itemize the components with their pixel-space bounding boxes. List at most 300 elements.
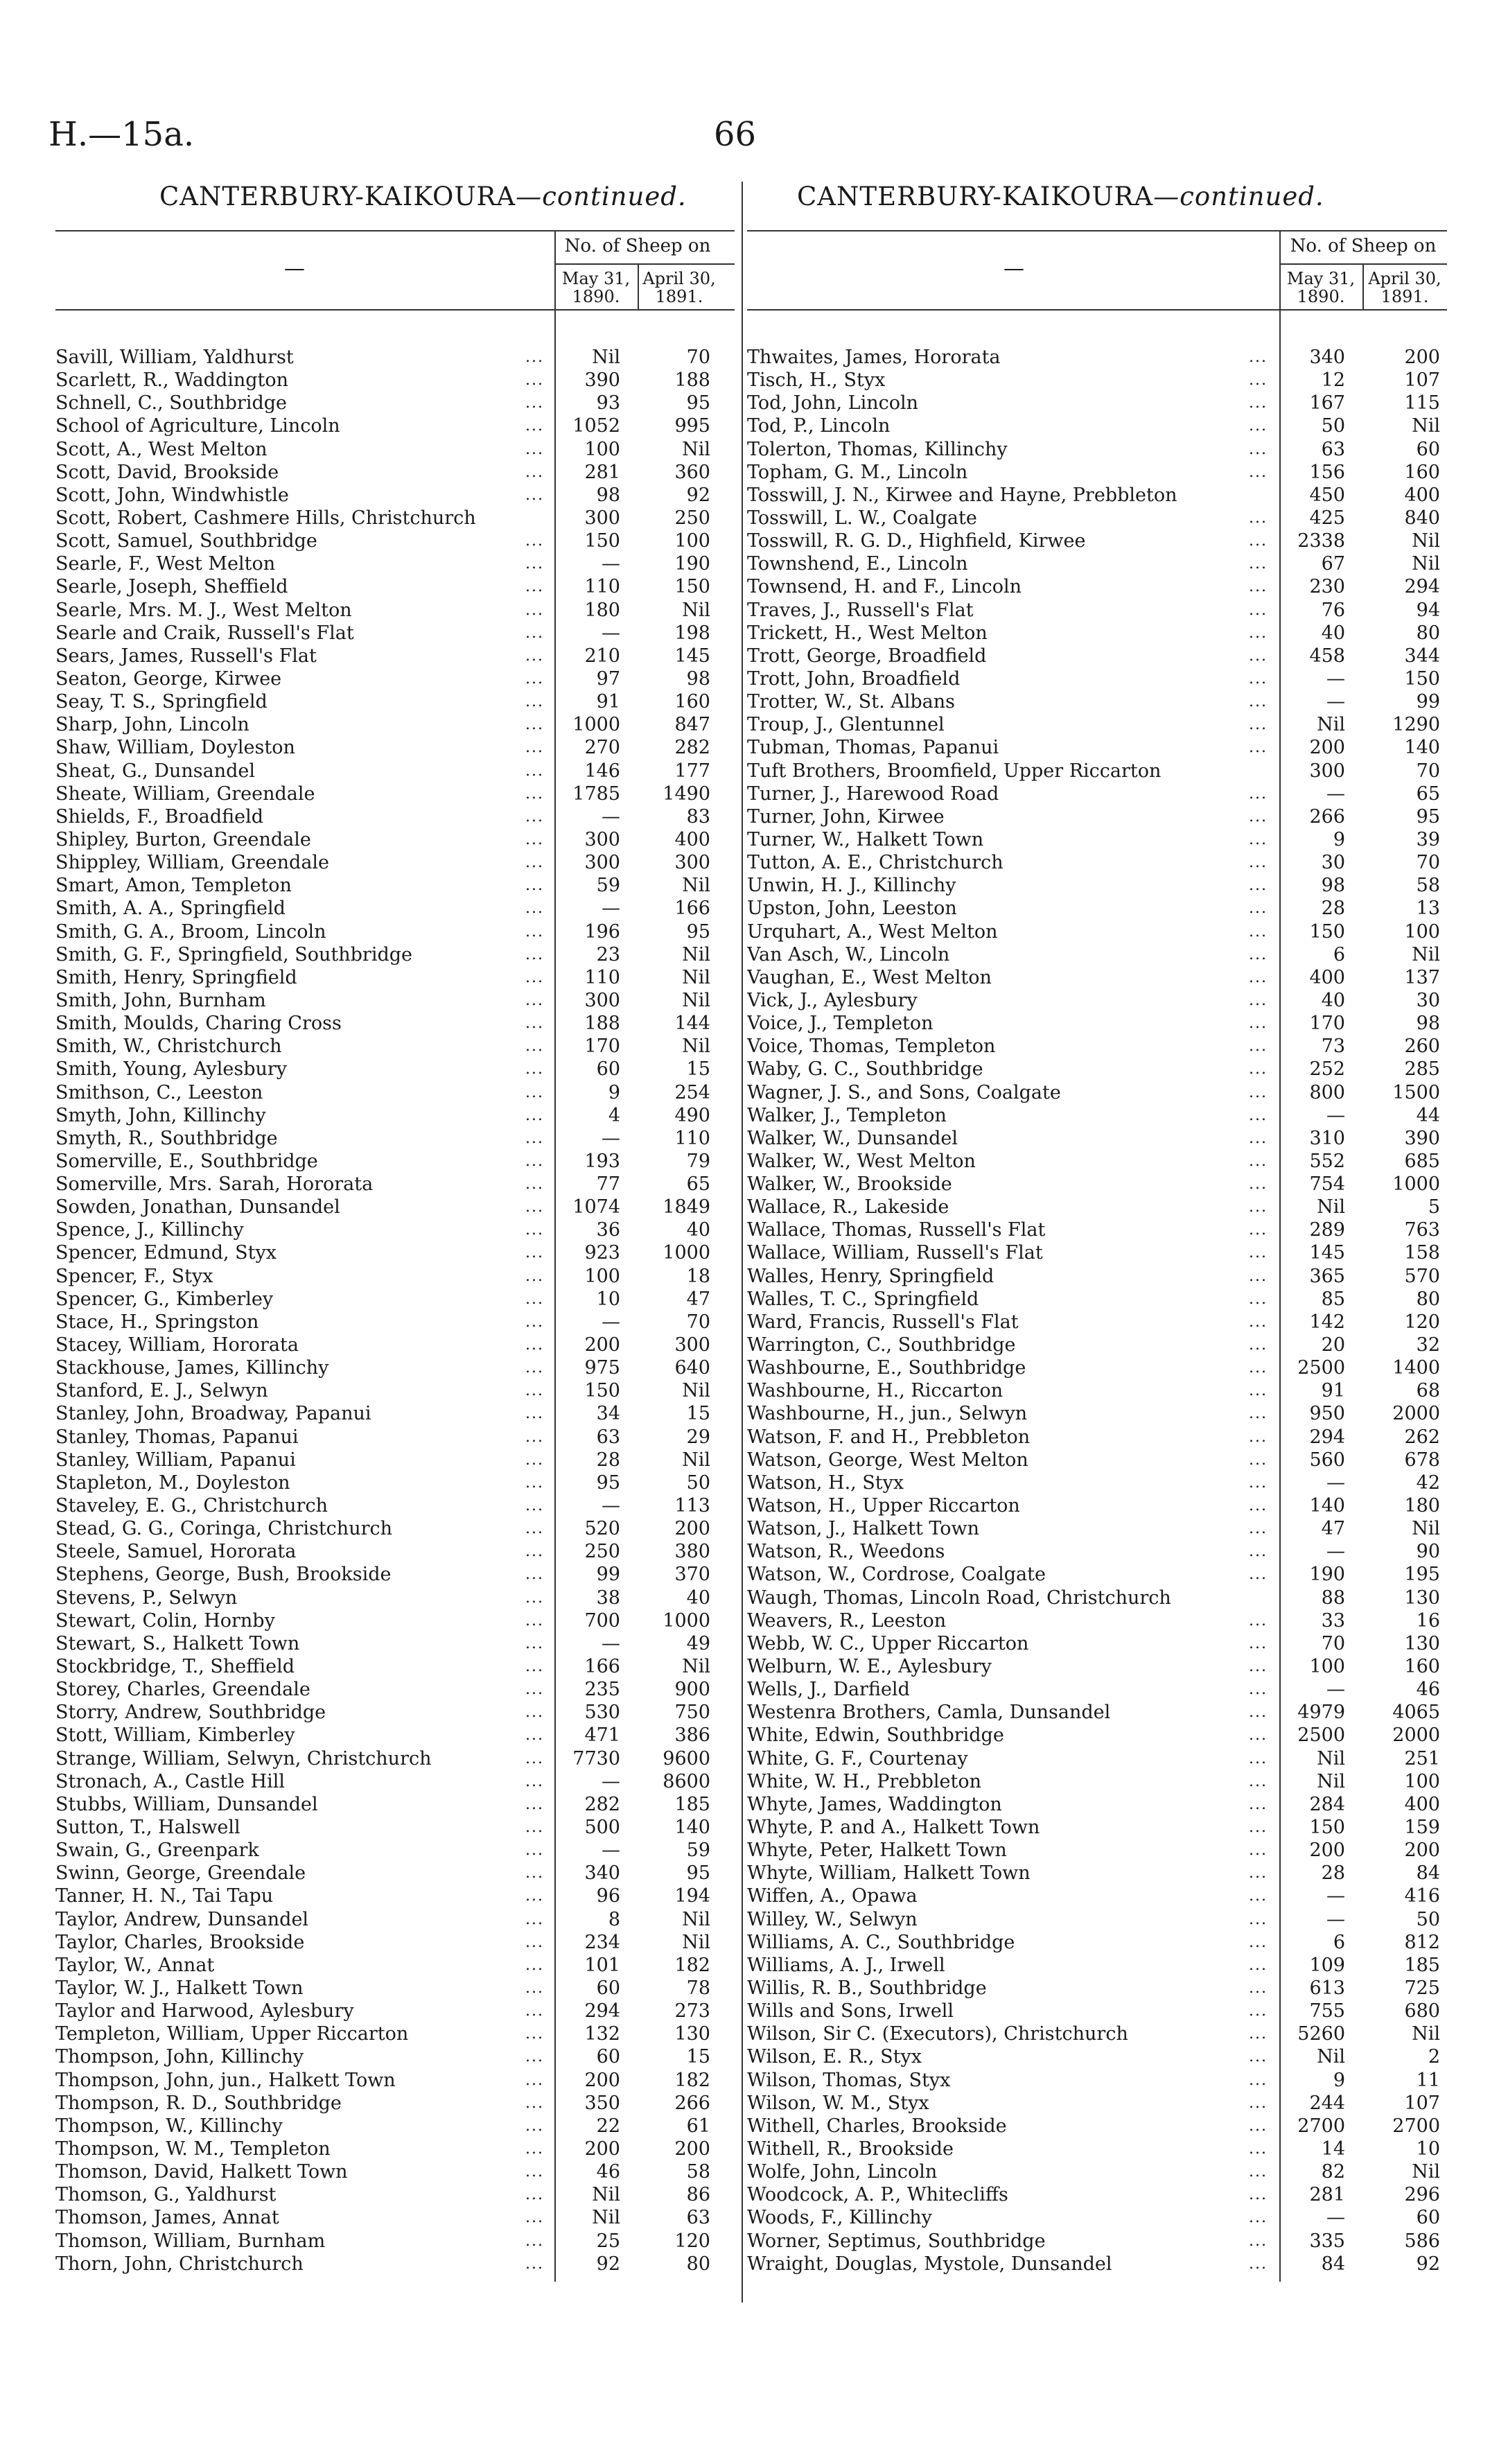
table-row: [55, 1839, 735, 1862]
owner-name: Scott, John, Windwhistle: [55, 484, 289, 506]
leader-dots: ...: [1249, 2094, 1268, 2112]
owner-name: Searle and Craik, Russell's Flat: [55, 622, 354, 644]
leader-dots: ...: [525, 1221, 544, 1239]
left-table-top-rule: [55, 230, 735, 231]
sheep-april-1891: 140: [1404, 737, 1440, 759]
owner-name: Waugh, Thomas, Lincoln Road, Christchurch: [747, 1587, 1171, 1609]
sheep-april-1891: 416: [1404, 1885, 1440, 1907]
sheep-may-1890: 98: [596, 484, 620, 506]
owner-name: Tutton, A. E., Christchurch: [747, 852, 1003, 874]
sheep-april-1891: 273: [674, 2000, 710, 2022]
sheep-may-1890: 210: [584, 645, 620, 667]
sheep-may-1890: —: [1326, 667, 1345, 690]
sheep-april-1891: 110: [674, 1127, 710, 1149]
sheep-may-1890: 335: [1309, 2230, 1345, 2252]
sheep-april-1891: 49: [686, 1632, 710, 1654]
owner-name: Topham, G. M., Lincoln: [747, 461, 968, 483]
sheep-april-1891: Nil: [682, 966, 710, 988]
table-row: [747, 461, 1447, 484]
sheep-april-1891: 250: [674, 507, 710, 529]
right-rows: [747, 346, 1447, 2275]
leader-dots: ...: [525, 1129, 544, 1147]
sheep-april-1891: 65: [686, 1173, 710, 1196]
table-row: [747, 2092, 1447, 2115]
table-row: [55, 1449, 735, 1471]
leader-dots: ...: [525, 2209, 544, 2227]
sheep-may-1890: 196: [584, 920, 620, 943]
sheep-may-1890: Nil: [592, 2184, 620, 2206]
sheep-april-1891: 200: [674, 1518, 710, 1540]
sheep-may-1890: 552: [1309, 1150, 1345, 1172]
sheep-april-1891: 92: [686, 484, 710, 506]
leader-dots: ...: [525, 578, 544, 596]
table-row: [55, 1587, 735, 1609]
owner-name: Stewart, Colin, Hornby: [55, 1609, 275, 1632]
owner-name: Troup, J., Glentunnel: [747, 714, 945, 736]
sheep-april-1891: 140: [674, 1817, 710, 1838]
table-row: [55, 2115, 735, 2138]
sheep-april-1891: 300: [674, 1334, 710, 1356]
owner-name: Swain, G., Greenpark: [55, 1840, 259, 1862]
table-row: [55, 2183, 735, 2206]
sheep-may-1890: Nil: [1317, 1770, 1345, 1792]
owner-name: Storry, Andrew, Southbridge: [55, 1702, 326, 1724]
table-row: [55, 1793, 735, 1816]
sheep-april-1891: Nil: [682, 438, 710, 460]
owner-name: Thompson, John, Killinchy: [55, 2046, 304, 2068]
owner-name: Wagner, J. S., and Sons, Coalgate: [747, 1081, 1061, 1103]
leader-dots: ...: [1249, 854, 1268, 872]
sheep-may-1890: 93: [596, 392, 620, 414]
leader-dots: ...: [1249, 1129, 1268, 1147]
table-row: [747, 530, 1447, 552]
owner-name: Stephens, George, Bush, Brookside: [55, 1564, 392, 1586]
table-row: [55, 575, 735, 598]
sheep-april-1891: 70: [1416, 852, 1440, 874]
sheep-may-1890: 340: [1309, 347, 1345, 368]
leader-dots: ...: [1249, 647, 1268, 665]
owner-name: Sharp, John, Lincoln: [55, 714, 249, 736]
owner-name: Storey, Charles, Greendale: [55, 1679, 310, 1701]
sheep-may-1890: 458: [1309, 645, 1345, 667]
sheep-april-1891: 95: [686, 920, 710, 943]
sheep-may-1890: 300: [584, 852, 620, 874]
table-row: [747, 897, 1447, 920]
table-row: [747, 2069, 1447, 2092]
leader-dots: ...: [1249, 1566, 1268, 1584]
table-row: [55, 1678, 735, 1701]
owner-name: Vick, J., Aylesbury: [747, 989, 918, 1011]
sheep-may-1890: 76: [1321, 599, 1345, 621]
sheep-april-1891: 115: [1404, 392, 1440, 414]
table-row: [747, 645, 1447, 667]
sheep-may-1890: 140: [1309, 1495, 1345, 1517]
leader-dots: ...: [1249, 991, 1268, 1009]
table-row: [55, 989, 735, 1012]
table-row: [747, 1816, 1447, 1839]
left-rows: [55, 346, 735, 2275]
sheep-april-1891: 177: [674, 760, 710, 782]
sheep-may-1890: 300: [584, 507, 620, 529]
sheep-may-1890: —: [1326, 783, 1345, 805]
table-row: [747, 438, 1447, 461]
table-row: [55, 1356, 735, 1379]
sheep-may-1890: 250: [584, 1541, 620, 1563]
table-row: [747, 1058, 1447, 1081]
sheep-may-1890: —: [1326, 1679, 1345, 1701]
leader-dots: ...: [525, 1727, 544, 1745]
table-row: [55, 1816, 735, 1839]
table-row: [55, 920, 735, 943]
sheep-april-1891: 260: [1404, 1036, 1440, 1058]
leader-dots: ...: [1249, 1152, 1268, 1170]
sheep-may-1890: 96: [596, 1885, 620, 1907]
sheep-may-1890: 6: [1333, 1931, 1345, 1953]
sheep-may-1890: 23: [596, 943, 620, 965]
sheep-april-1891: 68: [1416, 1380, 1440, 1402]
table-row: [55, 1563, 735, 1586]
sheep-may-1890: 170: [1309, 1013, 1345, 1035]
sheep-may-1890: 4979: [1297, 1702, 1345, 1724]
leader-dots: ...: [525, 647, 544, 665]
sheep-may-1890: 5260: [1297, 2023, 1345, 2045]
sheep-may-1890: 1000: [572, 714, 620, 736]
sheep-may-1890: 40: [1321, 989, 1345, 1011]
table-row: [55, 736, 735, 759]
table-row: [747, 2183, 1447, 2206]
owner-name: Washbourne, H., Riccarton: [747, 1380, 1003, 1402]
owner-name: Trotter, W., St. Albans: [747, 691, 956, 713]
table-row: [747, 920, 1447, 943]
leader-dots: ...: [525, 1611, 544, 1629]
left-table-header-rule: [55, 309, 735, 311]
owner-name: Traves, J., Russell's Flat: [747, 599, 974, 621]
owner-name: Webb, W. C., Upper Riccarton: [747, 1632, 1029, 1654]
sheep-april-1891: Nil: [682, 1380, 710, 1402]
sheep-april-1891: 294: [1404, 576, 1440, 598]
table-row: [55, 2069, 735, 2092]
sheep-april-1891: 30: [1416, 989, 1440, 1011]
table-row: [747, 2206, 1447, 2229]
owner-name: Spencer, Edmund, Styx: [55, 1242, 277, 1264]
owner-name: Smart, Amon, Templeton: [55, 875, 292, 897]
sheep-may-1890: 200: [1309, 737, 1345, 759]
owner-name: Whyte, William, Halkett Town: [747, 1862, 1031, 1885]
sheep-april-1891: 60: [1416, 438, 1440, 460]
leader-dots: ...: [1249, 1359, 1268, 1377]
owner-name: Stott, William, Kimberley: [55, 1724, 295, 1747]
table-row: [747, 1862, 1447, 1885]
sheep-may-1890: 100: [584, 1265, 620, 1287]
owner-name: Thompson, John, jun., Halkett Town: [55, 2069, 396, 2091]
sheep-april-1891: 130: [1404, 1632, 1440, 1654]
sheep-may-1890: 190: [1309, 1564, 1345, 1586]
leader-dots: ...: [525, 785, 544, 803]
leader-dots: ...: [525, 394, 544, 412]
owner-name: Townshend, E., Lincoln: [747, 553, 968, 575]
leader-dots: ...: [1249, 1038, 1268, 1056]
leader-dots: ...: [525, 693, 544, 711]
table-row: [747, 1587, 1447, 1609]
leader-dots: ...: [1249, 2186, 1268, 2204]
table-row: [55, 1609, 735, 1632]
sheep-april-1891: 180: [1404, 1495, 1440, 1517]
sheep-april-1891: 198: [674, 622, 710, 644]
table-row: [747, 1012, 1447, 1035]
table-row: [55, 1862, 735, 1885]
leader-dots: ...: [1249, 1428, 1268, 1446]
sheep-april-1891: 200: [1404, 1840, 1440, 1862]
owner-name: Wilson, Thomas, Styx: [747, 2069, 951, 2091]
sheep-may-1890: —: [602, 1127, 620, 1149]
sheep-may-1890: 28: [1321, 898, 1345, 920]
sheep-april-1891: 251: [1404, 1747, 1440, 1770]
owner-name: Somerville, Mrs. Sarah, Hororata: [55, 1173, 374, 1196]
table-row: [55, 530, 735, 552]
leader-dots: ...: [1249, 1267, 1268, 1285]
owner-name: Van Asch, W., Lincoln: [747, 943, 950, 965]
leader-dots: ...: [525, 1543, 544, 1561]
left-header-may: May 31,: [561, 269, 631, 288]
sheep-april-1891: 2700: [1392, 2115, 1440, 2137]
table-row: [55, 1908, 735, 1931]
sheep-april-1891: 190: [674, 553, 710, 575]
leader-dots: ...: [525, 1313, 544, 1331]
leader-dots: ...: [1249, 1887, 1268, 1905]
leader-dots: ...: [525, 1795, 544, 1813]
leader-dots: ...: [1249, 1336, 1268, 1354]
sheep-april-1891: 40: [686, 1587, 710, 1609]
sheep-april-1891: 100: [674, 530, 710, 552]
owner-name: Walles, T. C., Springfield: [747, 1288, 979, 1310]
table-row: [747, 414, 1447, 437]
left-title-continued: —continued.: [516, 182, 687, 211]
table-row: [55, 1058, 735, 1081]
sheep-april-1891: Nil: [682, 875, 710, 897]
owner-name: Somerville, E., Southbridge: [55, 1150, 318, 1172]
leader-dots: ...: [525, 807, 544, 825]
table-row: [747, 1035, 1447, 1058]
owner-name: Whyte, P. and A., Halkett Town: [747, 1817, 1040, 1838]
table-row: [55, 1494, 735, 1517]
sheep-april-1891: 80: [1416, 622, 1440, 644]
sheep-may-1890: 170: [584, 1036, 620, 1058]
table-row: [55, 346, 735, 369]
sheep-may-1890: 10: [596, 1288, 620, 1310]
sheep-may-1890: 166: [584, 1656, 620, 1678]
leader-dots: ...: [525, 1887, 544, 1905]
leader-dots: ...: [1249, 693, 1268, 711]
leader-dots: ...: [1249, 923, 1268, 941]
owner-name: Savill, William, Yaldhurst: [55, 347, 294, 368]
sheep-may-1890: 2338: [1297, 530, 1345, 552]
right-header-april-year: 1891.: [1381, 287, 1429, 306]
leader-dots: ...: [525, 2140, 544, 2158]
leader-dots: ...: [525, 1634, 544, 1652]
owner-name: Shippley, William, Greendale: [55, 852, 330, 874]
owner-name: Smith, Moulds, Charing Cross: [55, 1013, 342, 1035]
table-row: [55, 1701, 735, 1724]
sheep-may-1890: 63: [596, 1426, 620, 1448]
owner-name: Turner, W., Halkett Town: [747, 828, 984, 850]
sheep-april-1891: 995: [674, 415, 710, 437]
sheep-may-1890: —: [1326, 1104, 1345, 1126]
table-row: [747, 874, 1447, 897]
owner-name: Searle, Joseph, Sheffield: [55, 576, 288, 598]
table-row: [747, 1747, 1447, 1770]
owner-name: Woods, F., Killinchy: [747, 2207, 932, 2229]
table-row: [747, 1218, 1447, 1241]
sheep-april-1891: 1000: [1392, 1173, 1440, 1196]
owner-name: Seaton, George, Kirwee: [55, 667, 282, 690]
sheep-april-1891: 80: [686, 2253, 710, 2275]
table-row: [55, 2230, 735, 2253]
table-row: [747, 1288, 1447, 1311]
table-row: [747, 1379, 1447, 1402]
leader-dots: ...: [1249, 1543, 1268, 1561]
sheep-april-1891: 386: [674, 1724, 710, 1747]
table-row: [747, 552, 1447, 575]
owner-name: Smith, A. A., Springfield: [55, 898, 286, 920]
leader-dots: ...: [1249, 1405, 1268, 1423]
leader-dots: ...: [525, 1910, 544, 1928]
right-header-may-year: 1890.: [1297, 287, 1345, 306]
table-row: [747, 1908, 1447, 1931]
sheep-april-1891: 70: [1416, 760, 1440, 782]
owner-name: Taylor, Andrew, Dunsandel: [55, 1908, 309, 1930]
leader-dots: ...: [1249, 372, 1268, 390]
sheep-april-1891: 182: [674, 2069, 710, 2091]
owner-name: White, Edwin, Southbridge: [747, 1724, 1004, 1747]
owner-name: Wraight, Douglas, Mystole, Dunsandel: [747, 2253, 1112, 2275]
leader-dots: ...: [525, 991, 544, 1009]
table-row: [747, 346, 1447, 369]
sheep-april-1891: Nil: [1412, 2161, 1440, 2183]
owner-name: Taylor, W., Annat: [55, 1954, 215, 1976]
owner-name: Turner, John, Kirwee: [747, 805, 945, 828]
sheep-may-1890: 33: [1321, 1609, 1345, 1632]
sheep-april-1891: 70: [686, 347, 710, 368]
sheep-april-1891: 59: [686, 1840, 710, 1862]
owner-name: Watson, J., Halkett Town: [747, 1518, 980, 1540]
sheep-april-1891: 120: [1404, 1311, 1440, 1333]
owner-name: Spencer, G., Kimberley: [55, 1288, 274, 1310]
sheep-april-1891: 847: [674, 714, 710, 736]
sheep-april-1891: Nil: [1412, 530, 1440, 552]
sheep-april-1891: 95: [686, 1862, 710, 1885]
owner-name: Stead, G. G., Coringa, Christchurch: [55, 1518, 392, 1540]
owner-name: Trott, George, Broadfield: [747, 645, 987, 667]
table-row: [747, 805, 1447, 828]
leader-dots: ...: [525, 1106, 544, 1124]
leader-dots: ...: [525, 1842, 544, 1860]
sheep-april-1891: 144: [674, 1013, 710, 1035]
leader-dots: ...: [1249, 670, 1268, 688]
sheep-may-1890: 252: [1309, 1058, 1345, 1081]
leader-dots: ...: [525, 854, 544, 872]
sheep-april-1891: 285: [1404, 1058, 1440, 1081]
leader-dots: ...: [525, 1176, 544, 1194]
table-row: [55, 507, 735, 530]
sheep-may-1890: 188: [584, 1013, 620, 1035]
sheep-april-1891: 195: [1404, 1564, 1440, 1586]
owner-name: Townsend, H. and F., Lincoln: [747, 576, 1022, 598]
owner-name: Sheate, William, Greendale: [55, 783, 315, 805]
leader-dots: ...: [525, 1520, 544, 1538]
leader-dots: ...: [525, 372, 544, 390]
owner-name: Smith, Henry, Springfield: [55, 966, 297, 988]
owner-name: Watson, George, West Melton: [747, 1449, 1028, 1471]
owner-name: Waby, G. C., Southbridge: [747, 1058, 983, 1081]
table-row: [55, 645, 735, 667]
owner-name: Sheat, G., Dunsandel: [55, 760, 255, 782]
leader-dots: ...: [525, 968, 544, 986]
leader-dots: ...: [1249, 1864, 1268, 1882]
sheep-may-1890: 923: [584, 1242, 620, 1264]
table-row: [747, 1770, 1447, 1793]
sheep-april-1891: 166: [674, 898, 710, 920]
right-header-april: April 30,: [1368, 269, 1441, 288]
sheep-may-1890: 613: [1309, 1977, 1345, 1999]
leader-dots: ...: [525, 716, 544, 734]
leader-dots: ...: [525, 877, 544, 895]
table-row: [747, 989, 1447, 1012]
leader-dots: ...: [525, 349, 544, 366]
table-row: [55, 552, 735, 575]
leader-dots: ...: [525, 601, 544, 619]
leader-dots: ...: [1249, 2140, 1268, 2158]
owner-name: Vaughan, E., West Melton: [747, 966, 992, 988]
leader-dots: ...: [525, 1864, 544, 1882]
owner-name: Smith, W., Christchurch: [55, 1036, 282, 1058]
owner-name: Tosswill, J. N., Kirwee and Hayne, Prebbleton: [747, 484, 1177, 506]
sheep-may-1890: 47: [1321, 1518, 1345, 1540]
sheep-may-1890: 4: [608, 1104, 620, 1126]
sheep-may-1890: 244: [1309, 2092, 1345, 2114]
owner-name: Thomson, James, Annat: [55, 2207, 279, 2229]
leader-dots: ...: [525, 1497, 544, 1515]
sheep-april-1891: 266: [674, 2092, 710, 2114]
sheep-may-1890: 193: [584, 1150, 620, 1172]
sheep-april-1891: 158: [1404, 1242, 1440, 1264]
sheep-april-1891: 94: [1416, 599, 1440, 621]
table-row: [55, 1379, 735, 1402]
page-number: 66: [714, 115, 757, 154]
sheep-may-1890: —: [602, 622, 620, 644]
sheep-april-1891: 254: [674, 1081, 710, 1103]
table-row: [55, 414, 735, 437]
sheep-may-1890: 150: [584, 530, 620, 552]
leader-dots: ...: [1249, 509, 1268, 527]
left-table: [55, 222, 735, 2273]
leader-dots: ...: [525, 1772, 544, 1790]
sheep-may-1890: 520: [584, 1518, 620, 1540]
leader-dots: ...: [525, 463, 544, 481]
owner-name: Watson, F. and H., Prebbleton: [747, 1426, 1031, 1448]
sheep-april-1891: 200: [674, 2138, 710, 2160]
table-row: [55, 369, 735, 392]
left-title-text: CANTERBURY-KAIKOURA: [159, 182, 516, 211]
sheep-april-1891: 15: [686, 2046, 710, 2068]
sheep-april-1891: 182: [674, 1954, 710, 1976]
sheep-april-1891: 83: [686, 805, 710, 828]
sheep-april-1891: 685: [1404, 1150, 1440, 1172]
sheep-may-1890: —: [602, 553, 620, 575]
owner-name: Worner, Septimus, Southbridge: [747, 2230, 1046, 2252]
sheep-may-1890: 25: [596, 2230, 620, 2252]
sheep-april-1891: Nil: [682, 1931, 710, 1953]
owner-name: Seay, T. S., Springfield: [55, 691, 268, 713]
